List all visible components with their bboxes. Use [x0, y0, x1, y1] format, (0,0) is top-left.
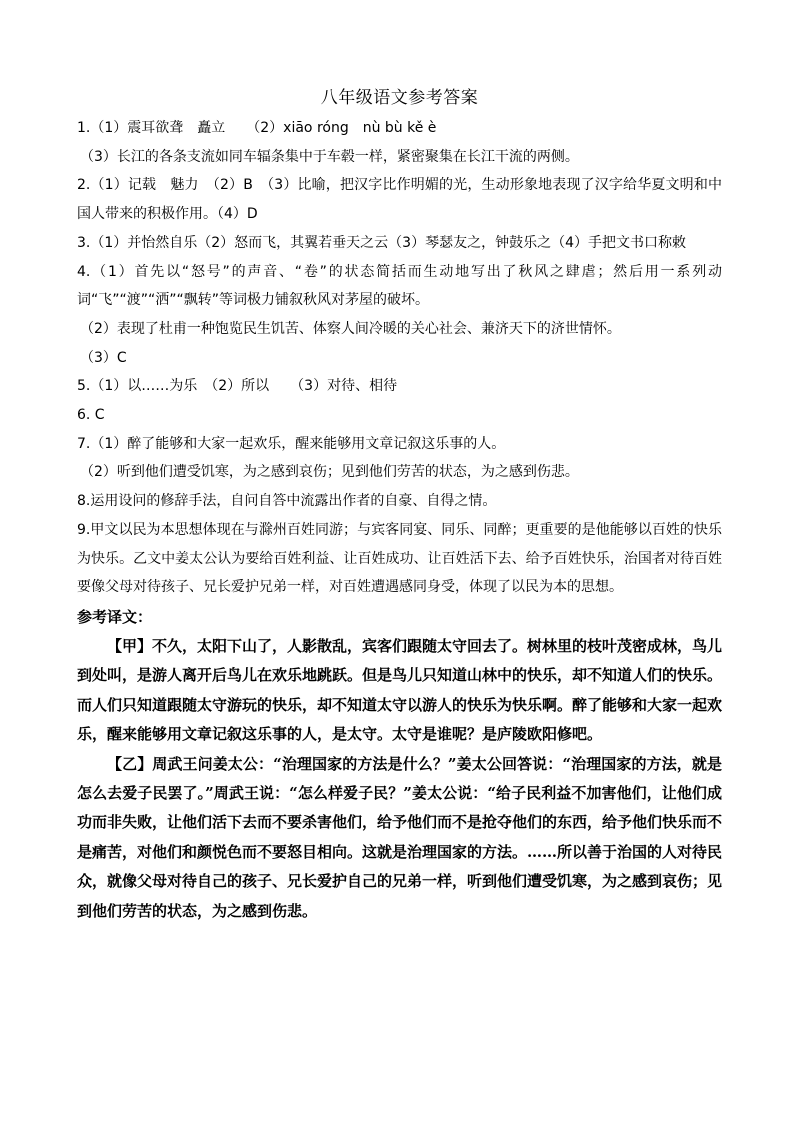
translation-paragraph-jia: 【甲】不久，太阳下山了，人影散乱，宾客们跟随太守回去了。树林里的枝叶茂密成林，鸟儿到处叫，是游人离开后鸟儿在欢乐地跳跃。但是鸟儿只知道山林中的快乐，却不知道人们的快乐。而人们只知道跟随太守游玩的快乐，却不知道太守以游人的快乐为快乐啊。醉了能够和大家一起欢乐，醒来能够用文章记叙这乐事的人，是太守。太守是谁呢？是庐陵欧阳修吧。 [77, 636, 723, 744]
answer-5: 5.（1）以……为乐 （2）所以 （3）对待、相待 [77, 378, 398, 395]
answer-9: 9.甲文以民为本思想体现在与滁州百姓同游；与宾客同宴、同乐、同醉；更重要的是他能够以百姓的快乐为快乐。乙文中姜太公认为要给百姓利益、让百姓成功、让百姓活下去、给予百姓快乐，治国者对待百姓要像父母对待孩子、兄长爱护兄弟一样，对百姓遭遇感同身受，体现了以民为本的思想。 [77, 521, 722, 596]
answer-sheet [77, 84, 722, 926]
page-title: 八年级语文参考答案 [320, 88, 479, 108]
answer-8: 8.运用设问的修辞手法，自问自答中流露出作者的自豪、自得之情。 [77, 493, 497, 510]
answer-6: 6. C [77, 407, 105, 424]
answer-2: 2.（1）记载 魅力 （2）B （3）比喻，把汉字比作明媚的光，生动形象地表现了汉字给华夏文明和中国人带来的积极作用。（4）D [77, 177, 722, 223]
answer-3: 3.（1）并怡然自乐（2）怒而飞，其翼若垂天之云（3）琴瑟友之，钟鼓乐之（4）手把文书口称敕 [77, 234, 686, 251]
answer-1-3: （3）长江的各条支流如同车辐条集中于车毂一样，紧密聚集在长江干流的两侧。 [80, 148, 579, 165]
answer-1: 1.（1）震耳欲聋 矗立 （2）xiāo róng nù bù kě è [77, 120, 437, 136]
answer-7: 7.（1）醉了能够和大家一起欢乐，醒来能够用文章记叙这乐事的人。 [77, 435, 506, 452]
translation-paragraph-yi: 【乙】周武王问姜太公：“治理国家的方法是什么？”姜太公回答说：“治理国家的方法，就是怎么去爱子民罢了。”周武王说：“怎么样爱子民？”姜太公说：“给子民利益不加害他们，让他们成功而非失败，让他们活下去而不要杀害他们，给予他们而不是抢夺他们的东西，给予他们快乐而不是痛苦，对他们和颜悦色而不要怒目相向。这就是治理国家的方法。……所以善于治国的人对待民众，就像父母对待自己的孩子、兄长爱护自己的兄弟一样，听到他们遭受饥寒，为之感到哀伤；见到他们劳苦的状态，为之感到伤悲。 [77, 754, 723, 920]
answer-7-2: （2）听到他们遭受饥寒，为之感到哀伤；见到他们劳苦的状态，为之感到伤悲。 [80, 464, 579, 481]
answer-4-3: （3）C [80, 349, 127, 366]
answer-4: 4.（1）首先以“怒号”的声音、“卷”的状态简括而生动地写出了秋风之肆虐；然后用一系列动词“飞”“渡”“洒”“飘转”等词极力铺叙秋风对茅屋的破坏。 [77, 263, 722, 309]
answer-4-2: （2）表现了杜甫一种饱览民生饥苦、体察人间冷暖的关心社会、兼济天下的济世情怀。 [80, 320, 621, 337]
translation-heading: 参考译文： [77, 607, 153, 626]
